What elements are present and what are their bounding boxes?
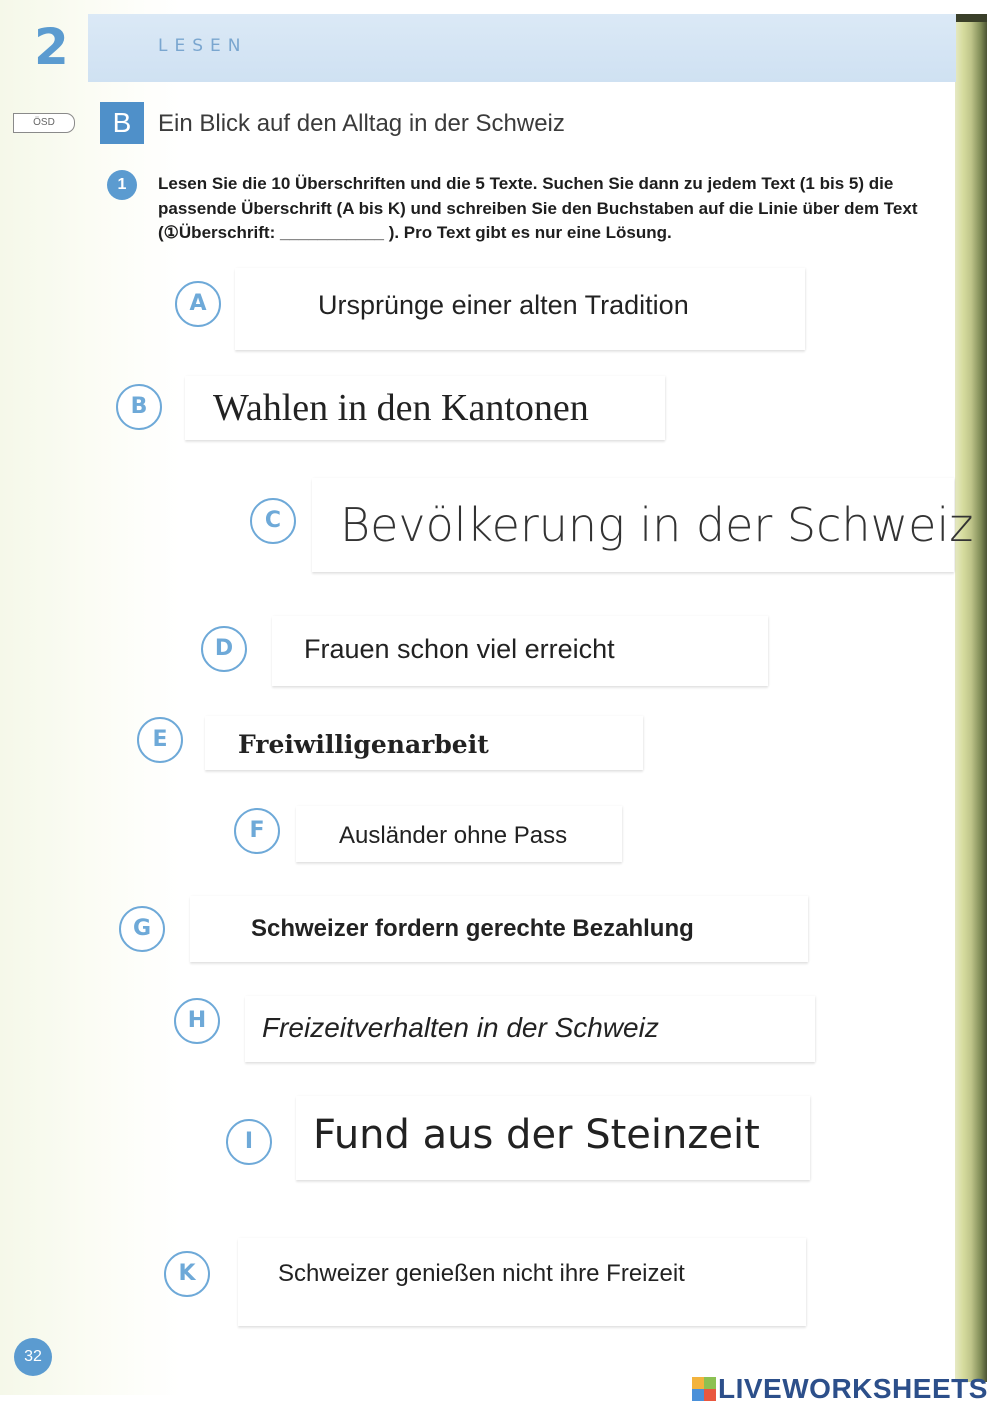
liveworksheets-logo-icon xyxy=(692,1377,716,1401)
heading-text-i: Fund aus der Steinzeit xyxy=(313,1112,760,1158)
heading-letter-b[interactable]: B xyxy=(116,384,162,430)
task-number-badge: 1 xyxy=(107,170,137,200)
liveworksheets-watermark[interactable] xyxy=(692,1372,988,1406)
heading-text-a: Ursprünge einer alten Tradition xyxy=(318,290,689,320)
book-spine xyxy=(955,14,987,1382)
heading-text-g: Schweizer fordern gerechte Bezahlung xyxy=(251,915,694,942)
heading-letter-h[interactable]: H xyxy=(174,998,220,1044)
watermark-text: LIVEWORKSHEETS xyxy=(718,1373,988,1404)
section-title: Ein Blick auf den Alltag in der Schweiz xyxy=(158,110,565,137)
heading-letter-c[interactable]: C xyxy=(250,498,296,544)
page-number: 32 xyxy=(14,1338,52,1376)
heading-text-e: Freiwilligenarbeit xyxy=(238,730,489,759)
heading-letter-f[interactable]: F xyxy=(234,808,280,854)
heading-text-c: Bevölkerung in der Schweiz xyxy=(340,498,974,552)
heading-text-f: Ausländer ohne Pass xyxy=(339,822,568,849)
heading-text-k: Schweizer genießen nicht ihre Freizeit xyxy=(278,1260,685,1287)
heading-text-d: Frauen schon viel erreicht xyxy=(304,634,615,664)
unit-number: 2 xyxy=(34,18,69,76)
section-letter: B xyxy=(100,102,144,144)
heading-text-h: Freizeitverhalten in der Schweiz xyxy=(262,1012,659,1043)
task-instruction: Lesen Sie die 10 Überschriften und die 5 Texte. Suchen Sie dann zu jedem Text (1 bis 5) die passende Überschrift (A bis K) und schreiben Sie den Buchstaben auf die Linie über dem Text (①Überschrift: ___________ ). Pro Text gibt es nur eine Lösung. xyxy=(158,174,918,242)
exam-badge: ÖSD xyxy=(13,113,75,133)
heading-letter-g[interactable]: G xyxy=(119,906,165,952)
heading-letter-e[interactable]: E xyxy=(137,717,183,763)
heading-letter-i[interactable]: I xyxy=(226,1119,272,1165)
heading-letter-a[interactable]: A xyxy=(175,281,221,327)
heading-letter-k[interactable]: K xyxy=(164,1251,210,1297)
heading-text-b: Wahlen in den Kantonen xyxy=(213,387,589,429)
book-spine-edge xyxy=(955,14,987,22)
unit-label: LESEN xyxy=(158,36,248,56)
heading-letter-d[interactable]: D xyxy=(201,626,247,672)
